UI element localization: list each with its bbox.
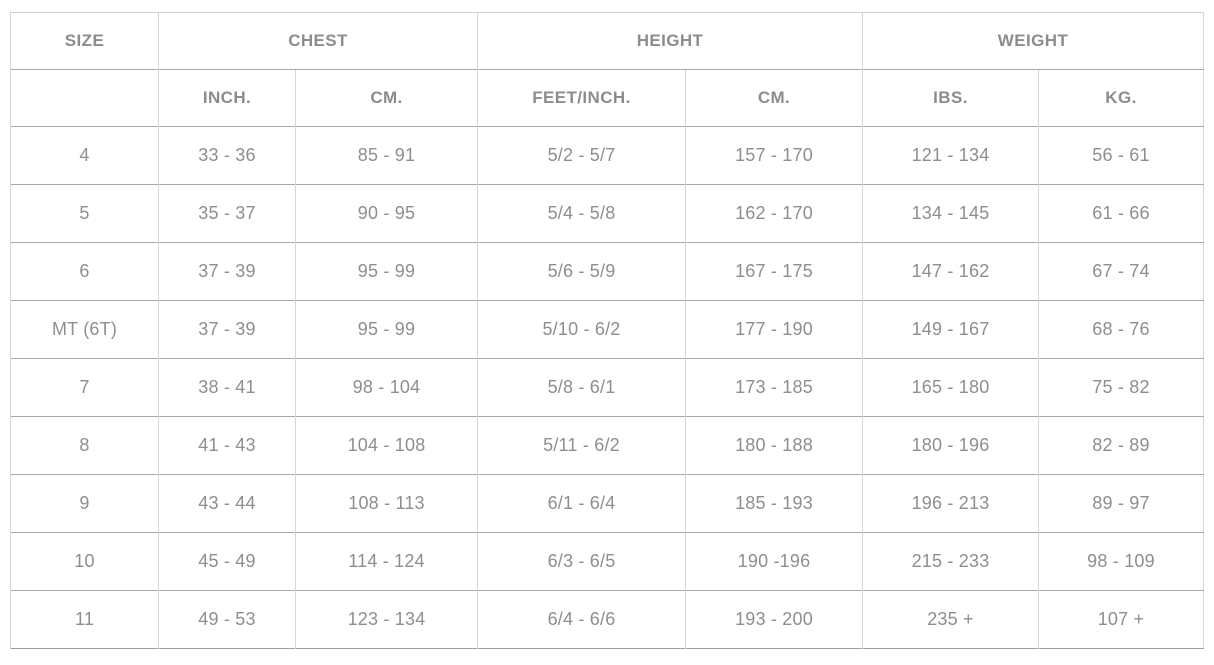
cell-chest-cm: 114 - 124 xyxy=(296,533,478,591)
table-row xyxy=(11,301,1204,359)
cell-chest-inch: 37 - 39 xyxy=(159,243,296,301)
sub-header-row xyxy=(11,70,1204,127)
cell-weight-lbs: 165 - 180 xyxy=(863,359,1039,417)
size-chart-table xyxy=(10,12,1204,649)
cell-height-feet-inch: 6/3 - 6/5 xyxy=(478,533,686,591)
table-row xyxy=(11,243,1204,301)
cell-height-cm: 185 - 193 xyxy=(686,475,863,533)
cell-chest-cm: 90 - 95 xyxy=(296,185,478,243)
cell-height-cm: 167 - 175 xyxy=(686,243,863,301)
cell-weight-lbs: 235 + xyxy=(863,591,1039,649)
cell-size: 9 xyxy=(11,475,159,533)
table-row xyxy=(11,127,1204,185)
cell-size: 11 xyxy=(11,591,159,649)
group-header-row xyxy=(11,13,1204,70)
cell-height-feet-inch: 6/1 - 6/4 xyxy=(478,475,686,533)
cell-size: 8 xyxy=(11,417,159,475)
cell-chest-inch: 38 - 41 xyxy=(159,359,296,417)
cell-height-feet-inch: 5/4 - 5/8 xyxy=(478,185,686,243)
cell-size: MT (6T) xyxy=(11,301,159,359)
table-body xyxy=(11,127,1204,649)
cell-chest-cm: 85 - 91 xyxy=(296,127,478,185)
cell-weight-lbs: 215 - 233 xyxy=(863,533,1039,591)
table-row xyxy=(11,533,1204,591)
cell-height-cm: 162 - 170 xyxy=(686,185,863,243)
cell-chest-cm: 98 - 104 xyxy=(296,359,478,417)
cell-weight-lbs: 134 - 145 xyxy=(863,185,1039,243)
cell-weight-kg: 56 - 61 xyxy=(1039,127,1204,185)
header-height: HEIGHT xyxy=(478,13,863,70)
subheader-size-empty xyxy=(11,70,159,127)
subheader-weight-kg: KG. xyxy=(1039,70,1204,127)
cell-chest-cm: 95 - 99 xyxy=(296,243,478,301)
cell-height-feet-inch: 5/6 - 5/9 xyxy=(478,243,686,301)
cell-weight-kg: 68 - 76 xyxy=(1039,301,1204,359)
cell-weight-kg: 82 - 89 xyxy=(1039,417,1204,475)
cell-height-cm: 180 - 188 xyxy=(686,417,863,475)
cell-weight-kg: 98 - 109 xyxy=(1039,533,1204,591)
cell-weight-lbs: 121 - 134 xyxy=(863,127,1039,185)
cell-size: 4 xyxy=(11,127,159,185)
cell-weight-lbs: 149 - 167 xyxy=(863,301,1039,359)
cell-weight-kg: 61 - 66 xyxy=(1039,185,1204,243)
cell-chest-inch: 37 - 39 xyxy=(159,301,296,359)
cell-chest-inch: 43 - 44 xyxy=(159,475,296,533)
table-row xyxy=(11,185,1204,243)
cell-height-cm: 190 -196 xyxy=(686,533,863,591)
cell-chest-cm: 95 - 99 xyxy=(296,301,478,359)
cell-height-feet-inch: 5/10 - 6/2 xyxy=(478,301,686,359)
cell-chest-inch: 49 - 53 xyxy=(159,591,296,649)
cell-weight-kg: 89 - 97 xyxy=(1039,475,1204,533)
subheader-chest-inch: INCH. xyxy=(159,70,296,127)
subheader-height-cm: CM. xyxy=(686,70,863,127)
cell-weight-kg: 67 - 74 xyxy=(1039,243,1204,301)
cell-chest-inch: 35 - 37 xyxy=(159,185,296,243)
subheader-chest-cm: CM. xyxy=(296,70,478,127)
cell-chest-cm: 123 - 134 xyxy=(296,591,478,649)
table-row xyxy=(11,417,1204,475)
cell-size: 7 xyxy=(11,359,159,417)
cell-chest-cm: 108 - 113 xyxy=(296,475,478,533)
cell-weight-kg: 107 + xyxy=(1039,591,1204,649)
cell-height-feet-inch: 5/8 - 6/1 xyxy=(478,359,686,417)
cell-weight-lbs: 147 - 162 xyxy=(863,243,1039,301)
cell-height-cm: 177 - 190 xyxy=(686,301,863,359)
cell-height-feet-inch: 5/11 - 6/2 xyxy=(478,417,686,475)
cell-height-cm: 193 - 200 xyxy=(686,591,863,649)
cell-height-feet-inch: 5/2 - 5/7 xyxy=(478,127,686,185)
cell-chest-inch: 45 - 49 xyxy=(159,533,296,591)
cell-chest-inch: 41 - 43 xyxy=(159,417,296,475)
subheader-height-feet-inch: FEET/INCH. xyxy=(478,70,686,127)
table-row xyxy=(11,359,1204,417)
cell-size: 5 xyxy=(11,185,159,243)
table-row xyxy=(11,475,1204,533)
cell-height-cm: 173 - 185 xyxy=(686,359,863,417)
table-header xyxy=(11,13,1204,127)
header-weight: WEIGHT xyxy=(863,13,1204,70)
cell-size: 10 xyxy=(11,533,159,591)
cell-height-feet-inch: 6/4 - 6/6 xyxy=(478,591,686,649)
cell-size: 6 xyxy=(11,243,159,301)
table-row xyxy=(11,591,1204,649)
cell-weight-lbs: 196 - 213 xyxy=(863,475,1039,533)
cell-weight-kg: 75 - 82 xyxy=(1039,359,1204,417)
cell-weight-lbs: 180 - 196 xyxy=(863,417,1039,475)
subheader-weight-lbs: IBS. xyxy=(863,70,1039,127)
header-size: SIZE xyxy=(11,13,159,70)
cell-chest-inch: 33 - 36 xyxy=(159,127,296,185)
cell-height-cm: 157 - 170 xyxy=(686,127,863,185)
header-chest: CHEST xyxy=(159,13,478,70)
cell-chest-cm: 104 - 108 xyxy=(296,417,478,475)
